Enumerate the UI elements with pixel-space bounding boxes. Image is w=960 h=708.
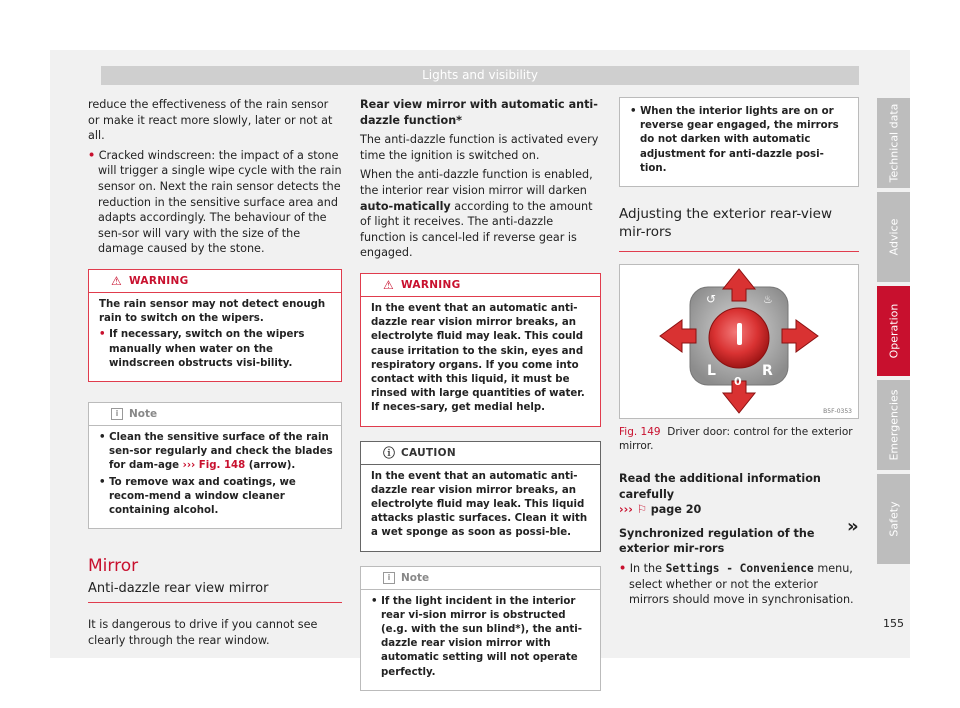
tab-safety[interactable]: Safety	[877, 474, 910, 564]
sync-bullet: • In the Settings - Convenience menu, select whether or not the exterior mirrors should move in synchronisation.	[619, 561, 854, 607]
figure-caption: Fig. 149 Driver door: control for the exterior mirror.	[619, 426, 853, 453]
caution-circle-icon: ⓘ	[383, 445, 396, 460]
warning-triangle-icon: ⚠	[383, 277, 395, 292]
note-box-continued	[619, 97, 859, 187]
sync-title: Synchronized regulation of the exterior mir-rors	[619, 526, 815, 556]
warning-triangle-icon: ⚠	[111, 273, 123, 288]
continue-marker: »	[847, 516, 859, 537]
book-icon: ⚐	[636, 503, 647, 517]
read-info: Read the additional information carefully	[619, 472, 821, 501]
page-number: 155	[883, 617, 904, 630]
caution-text: In the event that an automatic anti-dazzle rear vision mirror breaks, an electrolyte fluid may leak. This liquid attacks plastic surfaces. Clean it with a wet sponge as soon as possi-ble.	[371, 470, 588, 539]
warning-header: ⚠ WARNING	[361, 274, 600, 297]
mirror-para: It is dangerous to drive if you cannot see clearly through the rear window.	[88, 618, 318, 647]
knob-indicator	[737, 323, 742, 345]
column-2	[360, 97, 601, 691]
intro-text: reduce the effectiveness of the rain sensor or make it react more slowly, later or not at all.	[88, 98, 333, 143]
note-bullet-1: • Clean the sensitive surface of the rain sen-sor regularly and check the blades for dam-age ››› Fig. 148 (arrow).	[99, 431, 333, 472]
label-l: L	[707, 363, 716, 380]
note-header: i Note	[89, 403, 341, 426]
column-3	[619, 97, 859, 612]
subheading-anti-dazzle: Anti-dazzle rear view mirror	[88, 581, 342, 604]
label-0: 0	[734, 375, 742, 389]
warning-box-electrolyte	[360, 273, 601, 427]
column-1	[88, 97, 342, 653]
section-heading-mirror: Mirror	[88, 556, 139, 577]
warning-text: In the event that an automatic anti-dazzle rear vision mirror breaks, an electrolyte fluid may leak. This could cause irritation to the skin, eyes and respiratory organs. If you come into contact with this liquid, it must be rinsed with large quantities of water. If neces-sary, get medial help.	[371, 302, 585, 414]
auto-dazzle-title: Rear view mirror with automatic anti-dazzle function*	[360, 98, 598, 127]
heated-mirror-icon: ♨	[763, 293, 773, 307]
tab-operation[interactable]: Operation	[877, 286, 910, 376]
tab-technical-data[interactable]: Technical data	[877, 98, 910, 188]
note-box-interior-mirror	[360, 566, 601, 691]
side-tabs	[877, 98, 910, 568]
info-icon: i	[111, 408, 123, 420]
figure-code: B5F-0353	[823, 408, 852, 416]
heading-adjust-exterior-mirrors: Adjusting the exterior rear-view mir-rors	[619, 205, 859, 252]
fold-mirror-icon: ↺	[706, 292, 717, 307]
figure-149	[619, 264, 859, 419]
note-bullet-reverse: • When the interior lights are on or reverse gear engaged, the mirrors do not darken with automatic adjustment for anti-dazzle posi-tion.	[630, 106, 839, 174]
warning-text: The rain sensor may not detect enough rain to switch on the wipers.	[99, 298, 326, 325]
auto-dazzle-p1: The anti-dazzle function is activated every time the ignition is switched on.	[360, 133, 599, 162]
caution-header: ⓘ CAUTION	[361, 442, 600, 465]
fig-148-link[interactable]: ››› Fig. 148	[182, 460, 246, 472]
warning-header: ⚠ WARNING	[89, 270, 341, 293]
info-icon: i	[383, 572, 395, 584]
note-bullet-2: • To remove wax and coatings, we recom-mend a window cleaner containing alcohol.	[99, 476, 296, 516]
warning-box-rain-sensor	[88, 269, 342, 382]
label-r: R	[762, 363, 773, 380]
page-header: Lights and visibility	[101, 66, 859, 85]
auto-dazzle-p2: When the anti-dazzle function is enabled, the interior rear vision mirror will darken auto-matically according to the amount of light it receives. The anti-dazzle function is cancel-led if reverse gear is engaged.	[360, 168, 593, 260]
bullet-cracked-windscreen: • Cracked windscreen: the impact of a stone will trigger a single wipe cycle with the rain sensor on. Next the rain sensor detects the reduction in the sensitive surface area and adapts accordingly. The behaviour of the sen-sor will vary with the size of the damage caused by the stone.	[88, 148, 342, 256]
tab-emergencies[interactable]: Emergencies	[877, 380, 910, 470]
read-info-ref[interactable]: ››› ⚐ page 20	[619, 503, 702, 517]
caution-box-electrolyte	[360, 441, 601, 552]
note-header: i Note	[361, 567, 600, 590]
warning-bullet: • If necessary, switch on the wipers manually when water on the windscreen obstructs visi-bility.	[99, 329, 305, 369]
note-box-rain-sensor	[88, 402, 342, 529]
mirror-control-illustration	[620, 265, 858, 418]
note-bullet-1: • If the light incident in the interior rear vi-sion mirror is obstructed (e.g. with the sun blind*), the anti-dazzle rear vision mirror with automatic setting will not operate perfectly.	[371, 595, 582, 678]
tab-advice[interactable]: Advice	[877, 192, 910, 282]
